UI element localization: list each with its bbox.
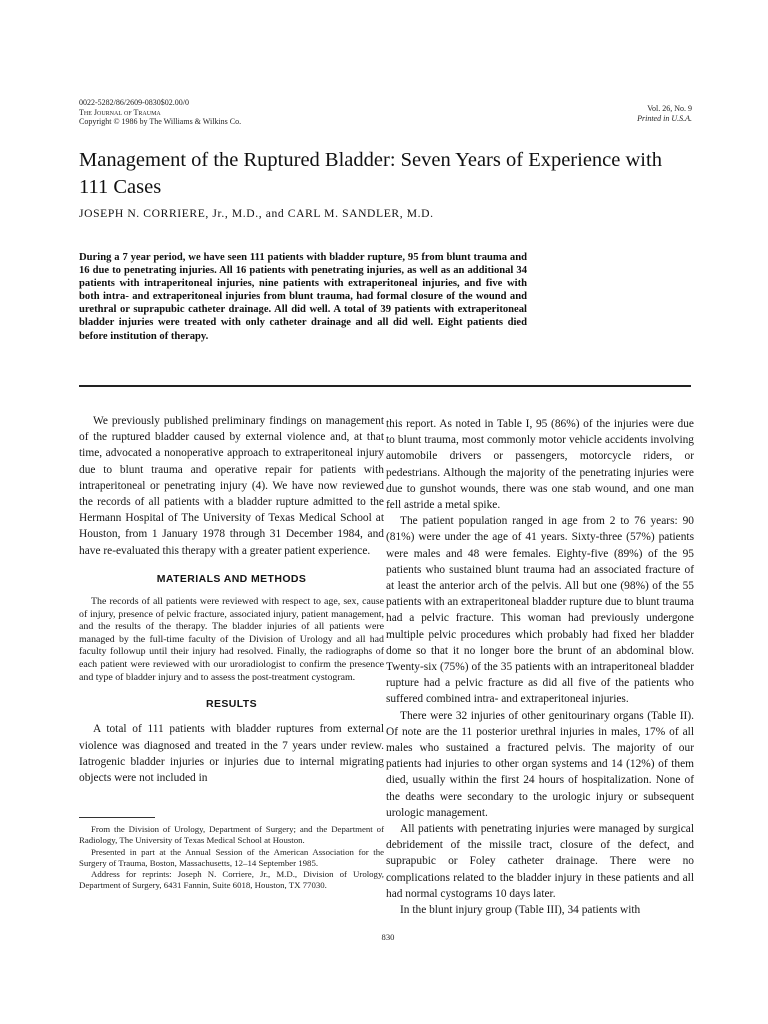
left-column	[79, 413, 384, 786]
intro-paragraph: We previously published preliminary findings on management of the ruptured bladder caused by external violence and, at that time, advocated a nonoperative approach to extraperitoneal injury due to blunt trauma and operative repair for patients with intraperitoneal or penetrating injury (4). We have now reviewed the records of all patients with a bladder rupture admitted to the Hermann Hospital of The University of Texas Medical School at Houston, from 1 January 1978 through 31 December 1984, and have re-evaluated this therapy with a greater patient experience.	[79, 415, 384, 557]
footnote-affiliation: From the Division of Urology, Department of Surgery; and the Department of Radiology, The University of Texas Medical School at Houston.	[79, 824, 384, 846]
methods-heading: MATERIALS AND METHODS	[156, 572, 307, 585]
footnotes	[79, 824, 384, 892]
blunt-injury-paragraph: In the blunt injury group (Table III), 34 patients with	[400, 904, 641, 917]
article-authors: JOSEPH N. CORRIERE, Jr., M.D., and CARL M. SANDLER, M.D.	[79, 207, 434, 220]
page-number: 830	[381, 932, 395, 942]
penetrating-paragraph: All patients with penetrating injuries were managed by surgical debridement of the missile tract, closure of the defect, and suprapubic or Foley catheter drainage. There were no complications related to the bladder injury in these patients and all had normal cystograms 10 days later.	[386, 823, 694, 900]
journal-header-right	[637, 104, 692, 123]
right-column	[386, 416, 694, 918]
abstract-divider	[79, 385, 691, 387]
copyright-line: Copyright © 1986 by The Williams & Wilkins Co.	[79, 117, 242, 126]
footnote-divider	[79, 817, 155, 818]
results-heading: RESULTS	[205, 698, 258, 711]
article-code: 0022-5282/86/2609-0830$02.00/0	[79, 98, 189, 107]
article-title: Management of the Ruptured Bladder: Seven Years of Experience with 111 Cases	[79, 149, 662, 198]
methods-paragraph: The records of all patients were reviewed with respect to age, sex, cause of injury, presence of pelvic fracture, associated injury, patient management, and the results of the therapy. The bladder injuries of all patients were managed by the full-time faculty of the Division of Urology and all had faculty followup until their injury had resolved. Finally, the radiographs of each patient were reviewed with our uroradiologist to confirm the presence and type of bladder injury and to assess the post-treatment cystogram.	[79, 596, 384, 683]
footnote-presentation: Presented in part at the Annual Session of the American Association for the Surgery of Trauma, Boston, Massachusetts, 12–14 September 1985.	[79, 846, 384, 868]
genitourinary-paragraph: There were 32 injuries of other genitourinary organs (Table II). Of note are the 11 posterior urethral injuries in males, 17% of all males who sustained a fractured pelvis. The majority of our patients had injuries to other organ systems and 14 (12%) of them died, usually within the first 24 hours of hospitalization. None of the deaths were secondary to the urologic injury or subsequent urologic management.	[386, 709, 694, 819]
footnote-reprints: Address for reprints: Joseph N. Corriere, Jr., M.D., Division of Urology, Department of Surgery, 6431 Fannin, Suite 6018, Houston, TX 77030.	[79, 869, 384, 891]
population-paragraph: The patient population ranged in age from 2 to 76 years: 90 (81%) were under the age of 41 years. Sixty-three (57%) patients were males and 48 were females. Eighty-five (89%) of the 95 patients who sustained blunt trauma had an associated fracture of at least the anterior arch of the pelvis. All but one (98%) of the 55 patients with an extraperitoneal bladder rupture due to blunt trauma had a pelvic fracture. This woman had previously undergone multiple pelvic procedures which probably had fixed her bladder dome so that it no longer bore the brunt of an abdominal blow. Twenty-six (75%) of the 35 patients with an intraperitoneal bladder rupture had a pelvic fracture as did all five of the patients who suffered combined intra- and extraperitoneal injuries.	[386, 515, 694, 706]
printed-info: Printed in U.S.A.	[637, 113, 692, 123]
journal-name: The Journal of Trauma	[79, 107, 161, 117]
journal-header-left	[79, 98, 241, 127]
results-continuation-paragraph: this report. As noted in Table I, 95 (86%) of the injuries were due to blunt trauma, most commonly motor vehicle accidents involving automobile drivers or passengers, motorcycle riders, or pedestrians. Although the majority of the penetrating injuries were due to gunshot wounds, there was one stab wound, and one man fell astride a metal spike.	[386, 418, 694, 512]
results-paragraph: A total of 111 patients with bladder ruptures from external violence was diagnosed and treated in the 7 years under review. Iatrogenic bladder injuries or injuries due to internal migrating objects were not included in	[79, 723, 384, 784]
article-abstract: During a 7 year period, we have seen 111 patients with bladder rupture, 95 from blunt trauma and 16 due to penetrating injuries. All 16 patients with penetrating injuries, as well as an additional 34 patients with intraperitoneal injuries, nine patients with extraperitoneal injuries, and five with both intra- and extraperitoneal injuries from blunt trauma, had formal closure of the wound and urethral or suprapubic catheter drainage. All did well. A total of 39 patients with extraperitoneal bladder injuries were treated with only catheter drainage and all did well. Eight patients died before institution of therapy.	[79, 252, 527, 342]
volume-info: Vol. 26, No. 9	[647, 104, 692, 113]
